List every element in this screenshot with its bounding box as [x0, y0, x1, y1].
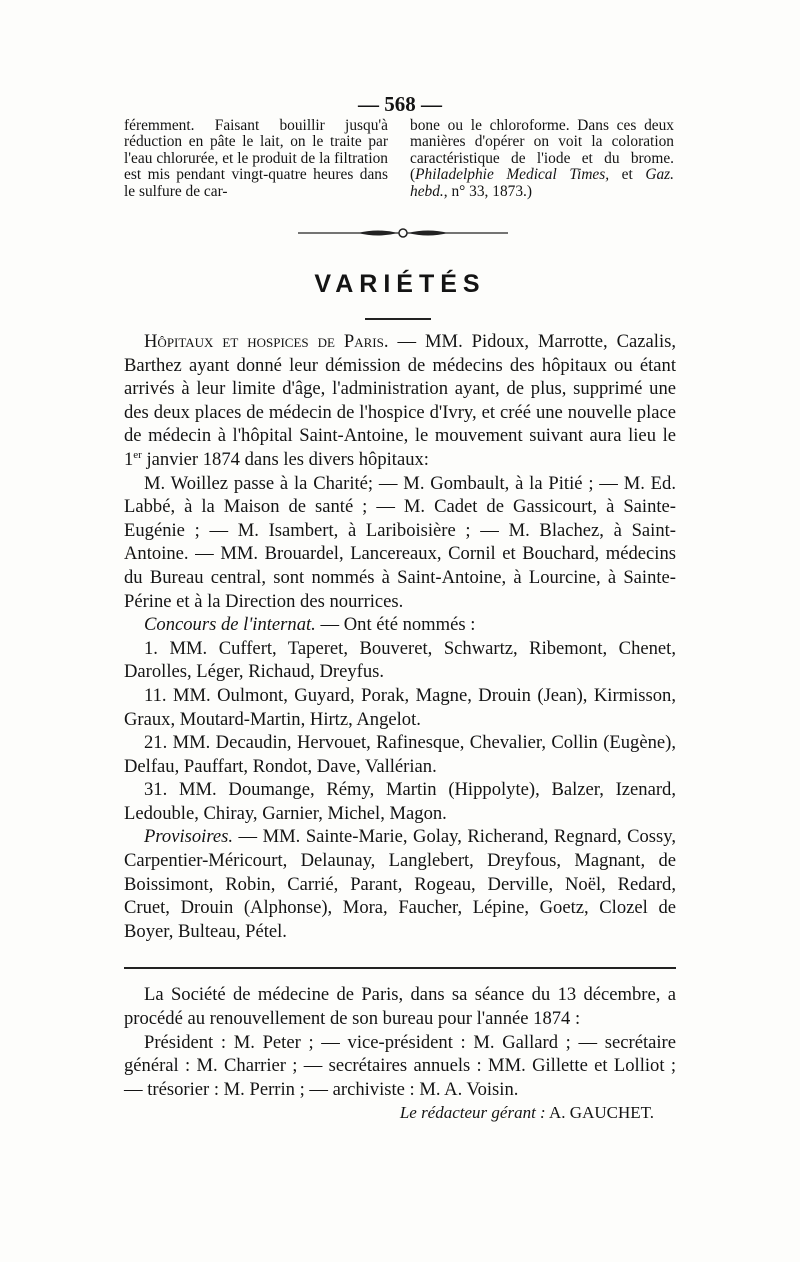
- title-rule: [365, 318, 431, 320]
- journal-citation: Gaz. hebd.: [410, 166, 674, 200]
- internat-paragraph: [124, 613, 676, 637]
- right-column-paragraph: [410, 118, 674, 200]
- internat-list-1: 1. MM. Cuffert, Taperet, Bouveret, Schwartz, Ribemont, Chenet, Darolles, Léger, Richaud, Dreyfus.: [124, 637, 676, 683]
- two-column-section: [124, 118, 674, 200]
- ornament-divider-icon: [298, 226, 508, 240]
- internat-intro: — Ont été nommés :: [315, 614, 476, 636]
- societe-officers: Président : M. Peter ; — vice-président : M. Gallard ; — secrétaire général : M. Charrier ; — secrétaires annuels : MM. Gillette et Lolliot ; — trésorier : M. Perrin ; — archiviste : M. A. Voisin.: [124, 1031, 676, 1100]
- left-column: [124, 118, 388, 200]
- internat-heading: Concours de l'internat.: [144, 614, 316, 636]
- provisoires-heading: Provisoires.: [144, 826, 234, 848]
- internat-list-21: 21. MM. Decaudin, Hervouet, Rafinesque, Chevalier, Collin (Eugène), Delfau, Pauffart, Rondot, Dave, Vallérian.: [124, 732, 676, 777]
- hospital-moves: M. Woillez passe à la Charité; — M. Gombault, à la Pitié ; — M. Ed. Labbé, à la Maison de santé ; — M. Cadet de Gassicourt, à Sainte-Eugénie ; — M. Isambert, à Lariboisière ; — M. Blachez, à Saint-Antoine. — MM. Brouardel, Lancereaux, Cornil et Bouchard, médecins du Bureau central, sont nommés à Saint-Antoine, à Lourcine, à Sainte-Périne et à la Direction des nourrices.: [124, 472, 676, 612]
- signature-name: A. GAUCHET.: [545, 1103, 654, 1123]
- citation-connector: et: [609, 166, 646, 184]
- hospitals-heading: Hôpitaux et hospices de Paris.: [144, 331, 389, 352]
- societe-paragraph: La Société de médecine de Paris, dans sa séance du 13 décembre, a procédé au renouvellement de son bureau pour l'année 1874 :: [124, 984, 676, 1030]
- page-number: — 568 —: [358, 92, 442, 116]
- provisoires-text: — MM. Sainte-Marie, Golay, Richerand, Regnard, Cossy, Carpentier-Méricourt, Delaunay, Langlebert, Dreyfous, Magnant, de Boissimont, Robin, Carrié, Parant, Rogeau, Derville, Noël, Redard, Cruet, Drouin (Alphonse), Mora, Faucher, Lépine, Goetz, Clozel de Boyer, Bulteau, Pétel.: [124, 826, 676, 942]
- internat-list-31: 31. MM. Doumange, Rémy, Martin (Hippolyte), Balzer, Izenard, Ledouble, Chiray, Garnier, Michel, Magon.: [124, 779, 676, 824]
- citation-end: , n° 33, 1873.): [443, 182, 532, 200]
- source-citation: Philadelphie Medical Times,: [415, 166, 610, 184]
- section-title: VARIÉTÉS: [314, 270, 486, 298]
- right-column: [410, 118, 674, 200]
- hospitals-text-end: janvier 1874 dans les divers hôpitaux:: [141, 448, 429, 470]
- article-body: [124, 330, 676, 1125]
- hospitals-paragraph: [124, 330, 676, 472]
- internat-list-11: 11. MM. Oulmont, Guyard, Porak, Magne, Drouin (Jean), Kirmisson, Graux, Moutard-Martin, Hirtz, Angelot.: [124, 684, 676, 730]
- hospitals-text: — MM. Pidoux, Marrotte, Cazalis, Barthez ayant donné leur démission de médecins des hôpitaux ou étant arrivés à leur limite d'âge, l'administration ayant, de plus, supprimé une des deux places de médecin de l'hospice d'Ivry, et créé une nouvelle place de médecin à l'hôpital Saint-Antoine, le mouvement suivant aura lieu le 1: [124, 331, 677, 470]
- left-column-text: féremment. Faisant bouillir jusqu'à réduction en pâte le lait, on le traite par l'eau chlorurée, et le produit de la filtration est mis pendant vingt-quatre heures dans le sulfure de car-: [124, 117, 388, 200]
- ordinal-sup: er: [133, 448, 142, 461]
- signature: [124, 1101, 676, 1125]
- provisoires-paragraph: [124, 825, 676, 943]
- signature-label: Le rédacteur gérant :: [399, 1103, 546, 1123]
- right-column-text: bone ou le chloroforme. Dans ces deux manières d'opérer on voit la coloration caractéristique de l'iode et du brome. (: [410, 117, 674, 184]
- section-separator: [124, 967, 676, 969]
